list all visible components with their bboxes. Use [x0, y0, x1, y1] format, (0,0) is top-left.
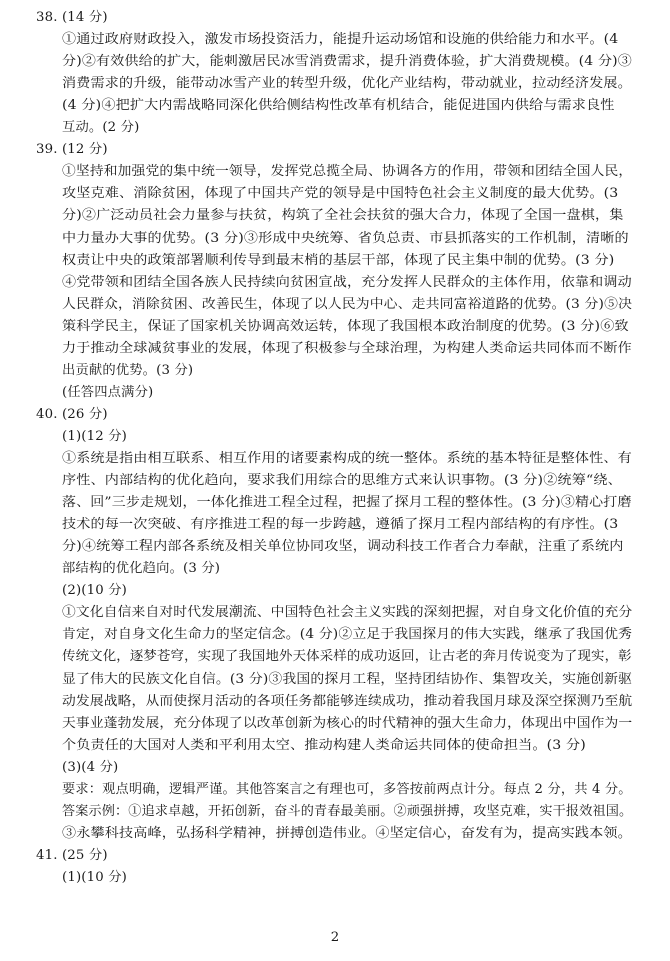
answer-line: 答案示例：①追求卓越，开拓创新，奋斗的青春最美丽。②顽强拼搏，攻坚克难，实干报效祖国。: [62, 803, 633, 819]
answer-line: (任答四点满分): [62, 384, 154, 400]
answer-line: ①通过政府财政投入，激发市场投资活力，能提升运动场馆和设施的供给能力和水平。(4: [62, 32, 619, 48]
question-number: 38. (14 分): [36, 10, 108, 25]
answer-line: 落、回”三步走规划，一体化推进工程全过程，把握了探月工程的整体性。(3 分)③精心打磨: [62, 495, 632, 511]
page-number: 2: [330, 930, 340, 945]
answer-line: ①坚持和加强党的集中统一领导，发挥党总揽全局、协调各方的作用，带领和团结全国人民，: [62, 164, 633, 180]
answer-line: ③永攀科技高峰，弘扬科学精神，拼搏创造伟业。④坚定信心，奋发有为，提高实践本领。: [62, 825, 632, 841]
answer-line: 部结构的优化趋向。(3 分): [62, 561, 221, 577]
question-number: 40. (26 分): [36, 406, 108, 422]
answer-line: 分)②广泛动员社会力量参与扶贫，构筑了全社会扶贫的强大合力，体现了全国一盘棋，集: [62, 208, 624, 224]
answer-line: 人民群众，消除贫困、改善民生，体现了以人民为中心、走共同富裕道路的优势。(3 分)⑤决: [62, 296, 633, 312]
answer-line: 个负责任的大国对人类和平利用太空、推动构建人类命运共同体的使命担当。(3 分): [62, 737, 586, 753]
answer-line: (4 分)④把扩大内需战略同深化供给侧结构性改革有机结合，能促进国内供给与需求良性: [62, 98, 615, 114]
answer-line: (3)(4 分): [62, 759, 119, 775]
answer-line: 消费需求的升级，能带动冰雪产业的转型升级，优化产业结构，带动就业，拉动经济发展。: [62, 76, 632, 92]
answer-line: 技术的每一次突破、有序推进工程的每一步跨越，遵循了探月工程内部结构的有序性。(3: [62, 517, 619, 533]
answer-line: (1)(12 分): [62, 428, 128, 444]
answer-line: ①文化自信来自对时代发展潮流、中国特色社会主义实践的深刻把握，对自身文化价值的充分: [62, 605, 633, 621]
answer-line: 分)④统筹工程内部各系统及相关单位协同攻坚，调动科技工作者合力奉献，注重了系统内: [62, 539, 624, 555]
answer-line: 显了伟大的民族文化自信。(3 分)③我国的探月工程，坚持团结协作、集智攻关，实施创新驱: [62, 671, 633, 687]
answer-line: 互动。(2 分): [62, 120, 140, 136]
answer-line: 分)②有效供给的扩大，能刺激居民冰雪消费需求，提升消费体验，扩大消费规模。(4 分)③: [62, 54, 633, 70]
answer-line: 天事业蓬勃发展，充分体现了以改革创新为核心的时代精神的强大生命力，体现出中国作为一: [62, 715, 633, 731]
answer-line: 中力量办大事的优势。(3 分)③形成中央统筹、省负总责、市县抓落实的工作机制，清晰的: [62, 230, 629, 246]
answer-line: (2)(10 分): [62, 583, 128, 599]
answer-line: 要求：观点明确，逻辑严谨。其他答案言之有理也可，多答按前两点计分。每点 2 分，共 4 分。: [62, 781, 632, 797]
answer-line: 攻坚克难、消除贫困，体现了中国共产党的领导是中国特色社会主义制度的最大优势。(3: [62, 186, 619, 202]
question-number: 39. (12 分): [36, 142, 108, 158]
answer-line: ④党带领和团结全国各族人民持续向贫困宣战，充分发挥人民群众的主体作用，依靠和调动: [62, 274, 632, 290]
answer-line: (1)(10 分): [62, 869, 128, 885]
answer-line: 策科学民主，保证了国家机关协调高效运转，体现了我国根本政治制度的优势。(3 分)⑥致: [62, 318, 629, 334]
answer-line: 出贡献的优势。(3 分): [62, 362, 194, 378]
answer-line: 动发展战略，从而使探月活动的各项任务都能够连续成功，推动着我国月球及深空探测乃至航: [62, 693, 633, 709]
answer-line: 权责让中央的政策部署顺利传导到最末梢的基层干部，体现了民主集中制的优势。(3 分): [62, 252, 615, 268]
question-number: 41. (25 分): [36, 847, 108, 863]
answer-line: 传统文化，逐梦苍穹，实现了我国地外天体采样的成功返回，让古老的奔月传说变为了现实，彰: [62, 649, 632, 665]
answer-line: ①系统是指由相互联系、相互作用的诸要素构成的统一整体。系统的基本特征是整体性、有: [62, 451, 632, 466]
answer-line: 序性、内部结构的优化趋向，要求我们用综合的思维方式来认识事物。(3 分)②统筹“绕、: [62, 473, 622, 489]
answer-line: 肯定，对自身文化生命力的坚定信念。(4 分)②立足于我国探月的伟大实践，继承了我国优秀: [62, 627, 633, 643]
answer-line: 力于推动全球减贫事业的发展，体现了积极参与全球治理，为构建人类命运共同体而不断作: [62, 340, 632, 356]
